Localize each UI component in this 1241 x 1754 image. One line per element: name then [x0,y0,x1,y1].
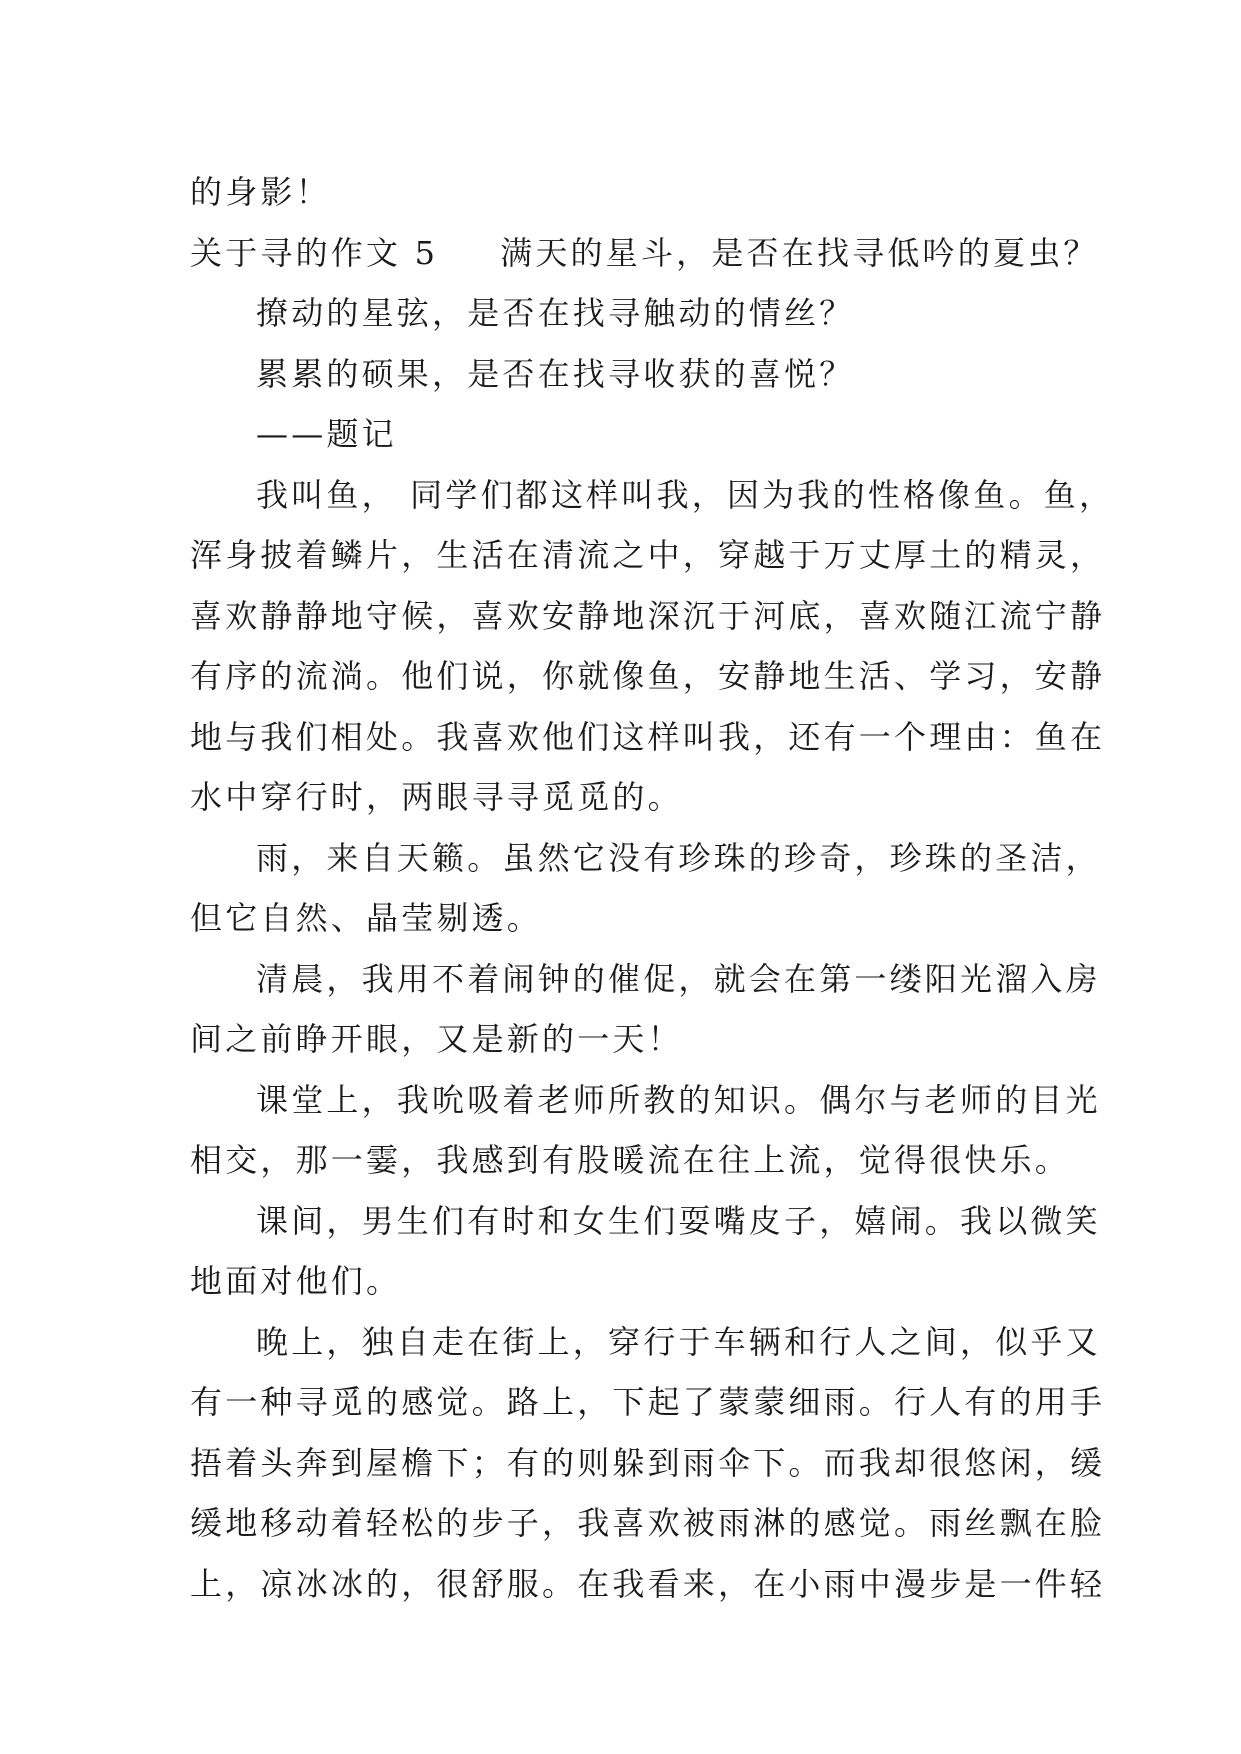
text-line: 喜欢静静地守候，喜欢安静地深沉于河底，喜欢随江流宁静 [190,596,1106,635]
text-line: 间之前睁开眼，又是新的一天！ [190,1020,683,1058]
title-line [190,223,1099,284]
text-line: 清晨，我用不着闹钟的催促，就会在第一缕阳光溜入房 [256,959,1101,998]
epigraph-attribution: ——题记 [256,415,397,453]
text-line: 晚上，独自走在街上，穿行于车辆和行人之间，似乎又 [256,1322,1101,1361]
epigraph-line: 累累的硕果，是否在找寻收获的喜悦？ [256,354,855,393]
epigraph-line: 撩动的星弦，是否在找寻触动的情丝？ [256,294,855,332]
text-line: 课堂上，我吮吸着老师所教的知识。偶尔与老师的目光 [256,1080,1101,1119]
text-line: 课间，男生们有时和女生们耍嘴皮子，嬉闹。我以微笑 [256,1201,1101,1240]
text-line: 地与我们相处。我喜欢他们这样叫我，还有一个理由：鱼在 [190,717,1106,756]
text-line: 我叫鱼， 同学们都这样叫我，因为我的性格像鱼。鱼， [256,475,1115,514]
text-line: 相交，那一霎，我感到有股暖流在往上流，觉得很快乐。 [190,1141,1071,1179]
essay-title: 关于寻的作文 5 [190,233,439,272]
text-line: 有序的流淌。他们说，你就像鱼，安静地生活、学习，安静 [190,657,1106,695]
text-line: 捂着头奔到屋檐下；有的则躲到雨伞下。而我却很悠闲，缓 [190,1443,1106,1482]
document-body [190,162,1115,1614]
text-line: 水中穿行时，两眼寻寻觅觅的。 [190,778,683,816]
text-line: 浑身披着鳞片，生活在清流之中，穿越于万丈厚土的精灵， [190,536,1106,574]
text-line: 有一种寻觅的感觉。路上，下起了蒙蒙细雨。行人有的用手 [190,1383,1106,1421]
epigraph-line: 满天的星斗，是否在找寻低吟的夏虫？ [500,233,1099,272]
text-line: 缓地移动着轻松的步子，我喜欢被雨淋的感觉。雨丝飘在脸 [190,1504,1106,1542]
text-line: 上，凉冰冰的，很舒服。在我看来，在小雨中漫步是一件轻 [190,1564,1106,1603]
text-line: 的身影！ [190,173,331,211]
text-line: 地面对他们。 [190,1262,402,1300]
text-line: 但它自然、晶莹剔透。 [190,899,543,937]
text-line: 雨，来自天籁。虽然它没有珍珠的珍奇，珍珠的圣洁， [256,838,1101,877]
